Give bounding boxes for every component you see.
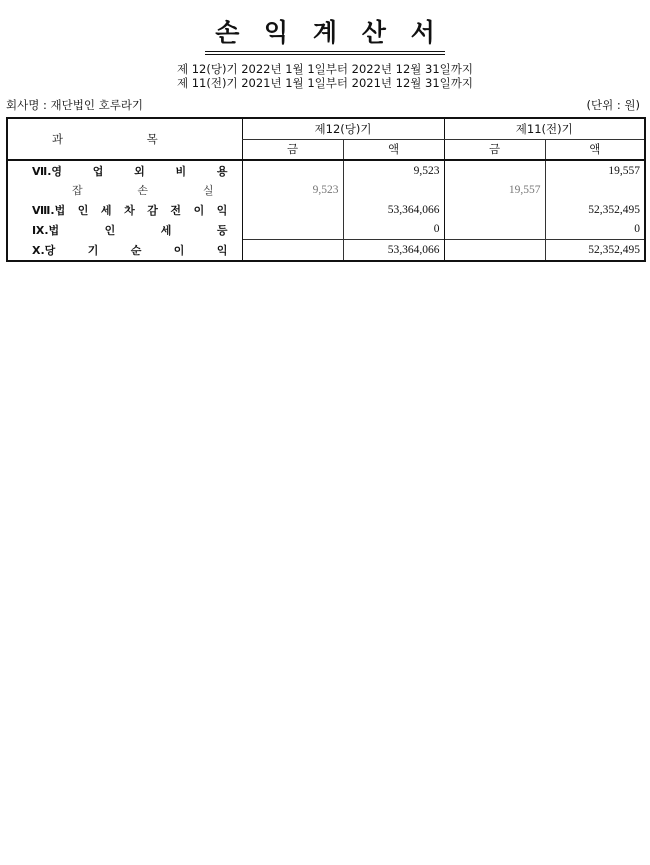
previous-amount: 52,352,495 (545, 240, 645, 261)
previous-amount: 52,352,495 (545, 200, 645, 220)
period-previous: 제 11(전)기 2021년 1월 1일부터 2021년 12월 31일까지 (176, 76, 474, 90)
table-row (7, 220, 645, 240)
label-part: 이 (173, 243, 185, 257)
current-amount: 9,523 (343, 160, 444, 181)
header-current-amount: 금 (242, 139, 343, 160)
header-previous-period: 제11(전)기 (444, 118, 645, 139)
label-part: 외 (134, 164, 145, 178)
label-part: 세 (160, 223, 172, 237)
header-previous-amount: 금 (444, 139, 545, 160)
current-amount (343, 181, 444, 201)
current-sub-amount (242, 240, 343, 261)
row-account-label (7, 220, 242, 240)
header-previous-value: 액 (545, 139, 645, 160)
table-row (7, 181, 645, 201)
label-part: 실 (202, 184, 214, 198)
title-wrap (0, 18, 650, 55)
previous-amount: 19,557 (545, 160, 645, 181)
period-current: 제 12(당)기 2022년 1월 1일부터 2022년 12월 31일까지 (176, 62, 474, 76)
previous-sub-amount (444, 160, 545, 181)
header-current-period: 제12(당)기 (242, 118, 444, 139)
label-part: 업 (92, 164, 104, 178)
label-part: 비 (175, 164, 187, 178)
label-part: Ⅶ.영 (32, 164, 63, 178)
label-part: Ⅹ.당 (32, 243, 56, 257)
table-row (7, 160, 645, 181)
label-part: 차 (124, 203, 135, 217)
previous-sub-amount (444, 200, 545, 220)
current-sub-amount: 9,523 (242, 181, 343, 201)
header-account: 과 목 (7, 118, 242, 160)
label-part: 잡 (72, 184, 83, 198)
unit-label: (단위 : 원) (586, 98, 640, 112)
header-current-value: 액 (343, 139, 444, 160)
label-part: 인 (104, 223, 116, 237)
label-part: 등 (216, 223, 228, 237)
table-row (7, 240, 645, 261)
label-part: 기 (87, 243, 99, 257)
row-account-label (7, 240, 242, 261)
label-part: 용 (216, 164, 228, 178)
previous-amount: 0 (545, 220, 645, 240)
table-row (7, 200, 645, 220)
previous-sub-amount: 19,557 (444, 181, 545, 201)
label-part: 전 (170, 203, 182, 217)
label-part: Ⅸ.법 (32, 223, 60, 237)
label-part: 익 (216, 243, 228, 257)
previous-sub-amount (444, 220, 545, 240)
label-part: 순 (130, 243, 142, 257)
previous-amount (545, 181, 645, 201)
label-part: 인 (77, 203, 89, 217)
current-sub-amount (242, 200, 343, 220)
label-part: 손 (137, 184, 149, 198)
previous-sub-amount (444, 240, 545, 261)
income-statement-table (6, 117, 646, 262)
current-sub-amount (242, 160, 343, 181)
label-part: 이 (193, 203, 205, 217)
current-sub-amount (242, 220, 343, 240)
document-title: 손 익 계 산 서 (205, 18, 445, 55)
company-name: 회사명 : 재단법인 호루라기 (6, 98, 144, 112)
label-part: 감 (147, 203, 158, 217)
label-part: 세 (100, 203, 112, 217)
current-amount: 53,364,066 (343, 200, 444, 220)
label-part: 익 (216, 203, 228, 217)
label-part: Ⅷ.법 (32, 203, 66, 217)
row-account-label (7, 200, 242, 220)
row-account-label (7, 160, 242, 181)
row-account-label (7, 181, 242, 201)
current-amount: 0 (343, 220, 444, 240)
current-amount: 53,364,066 (343, 240, 444, 261)
